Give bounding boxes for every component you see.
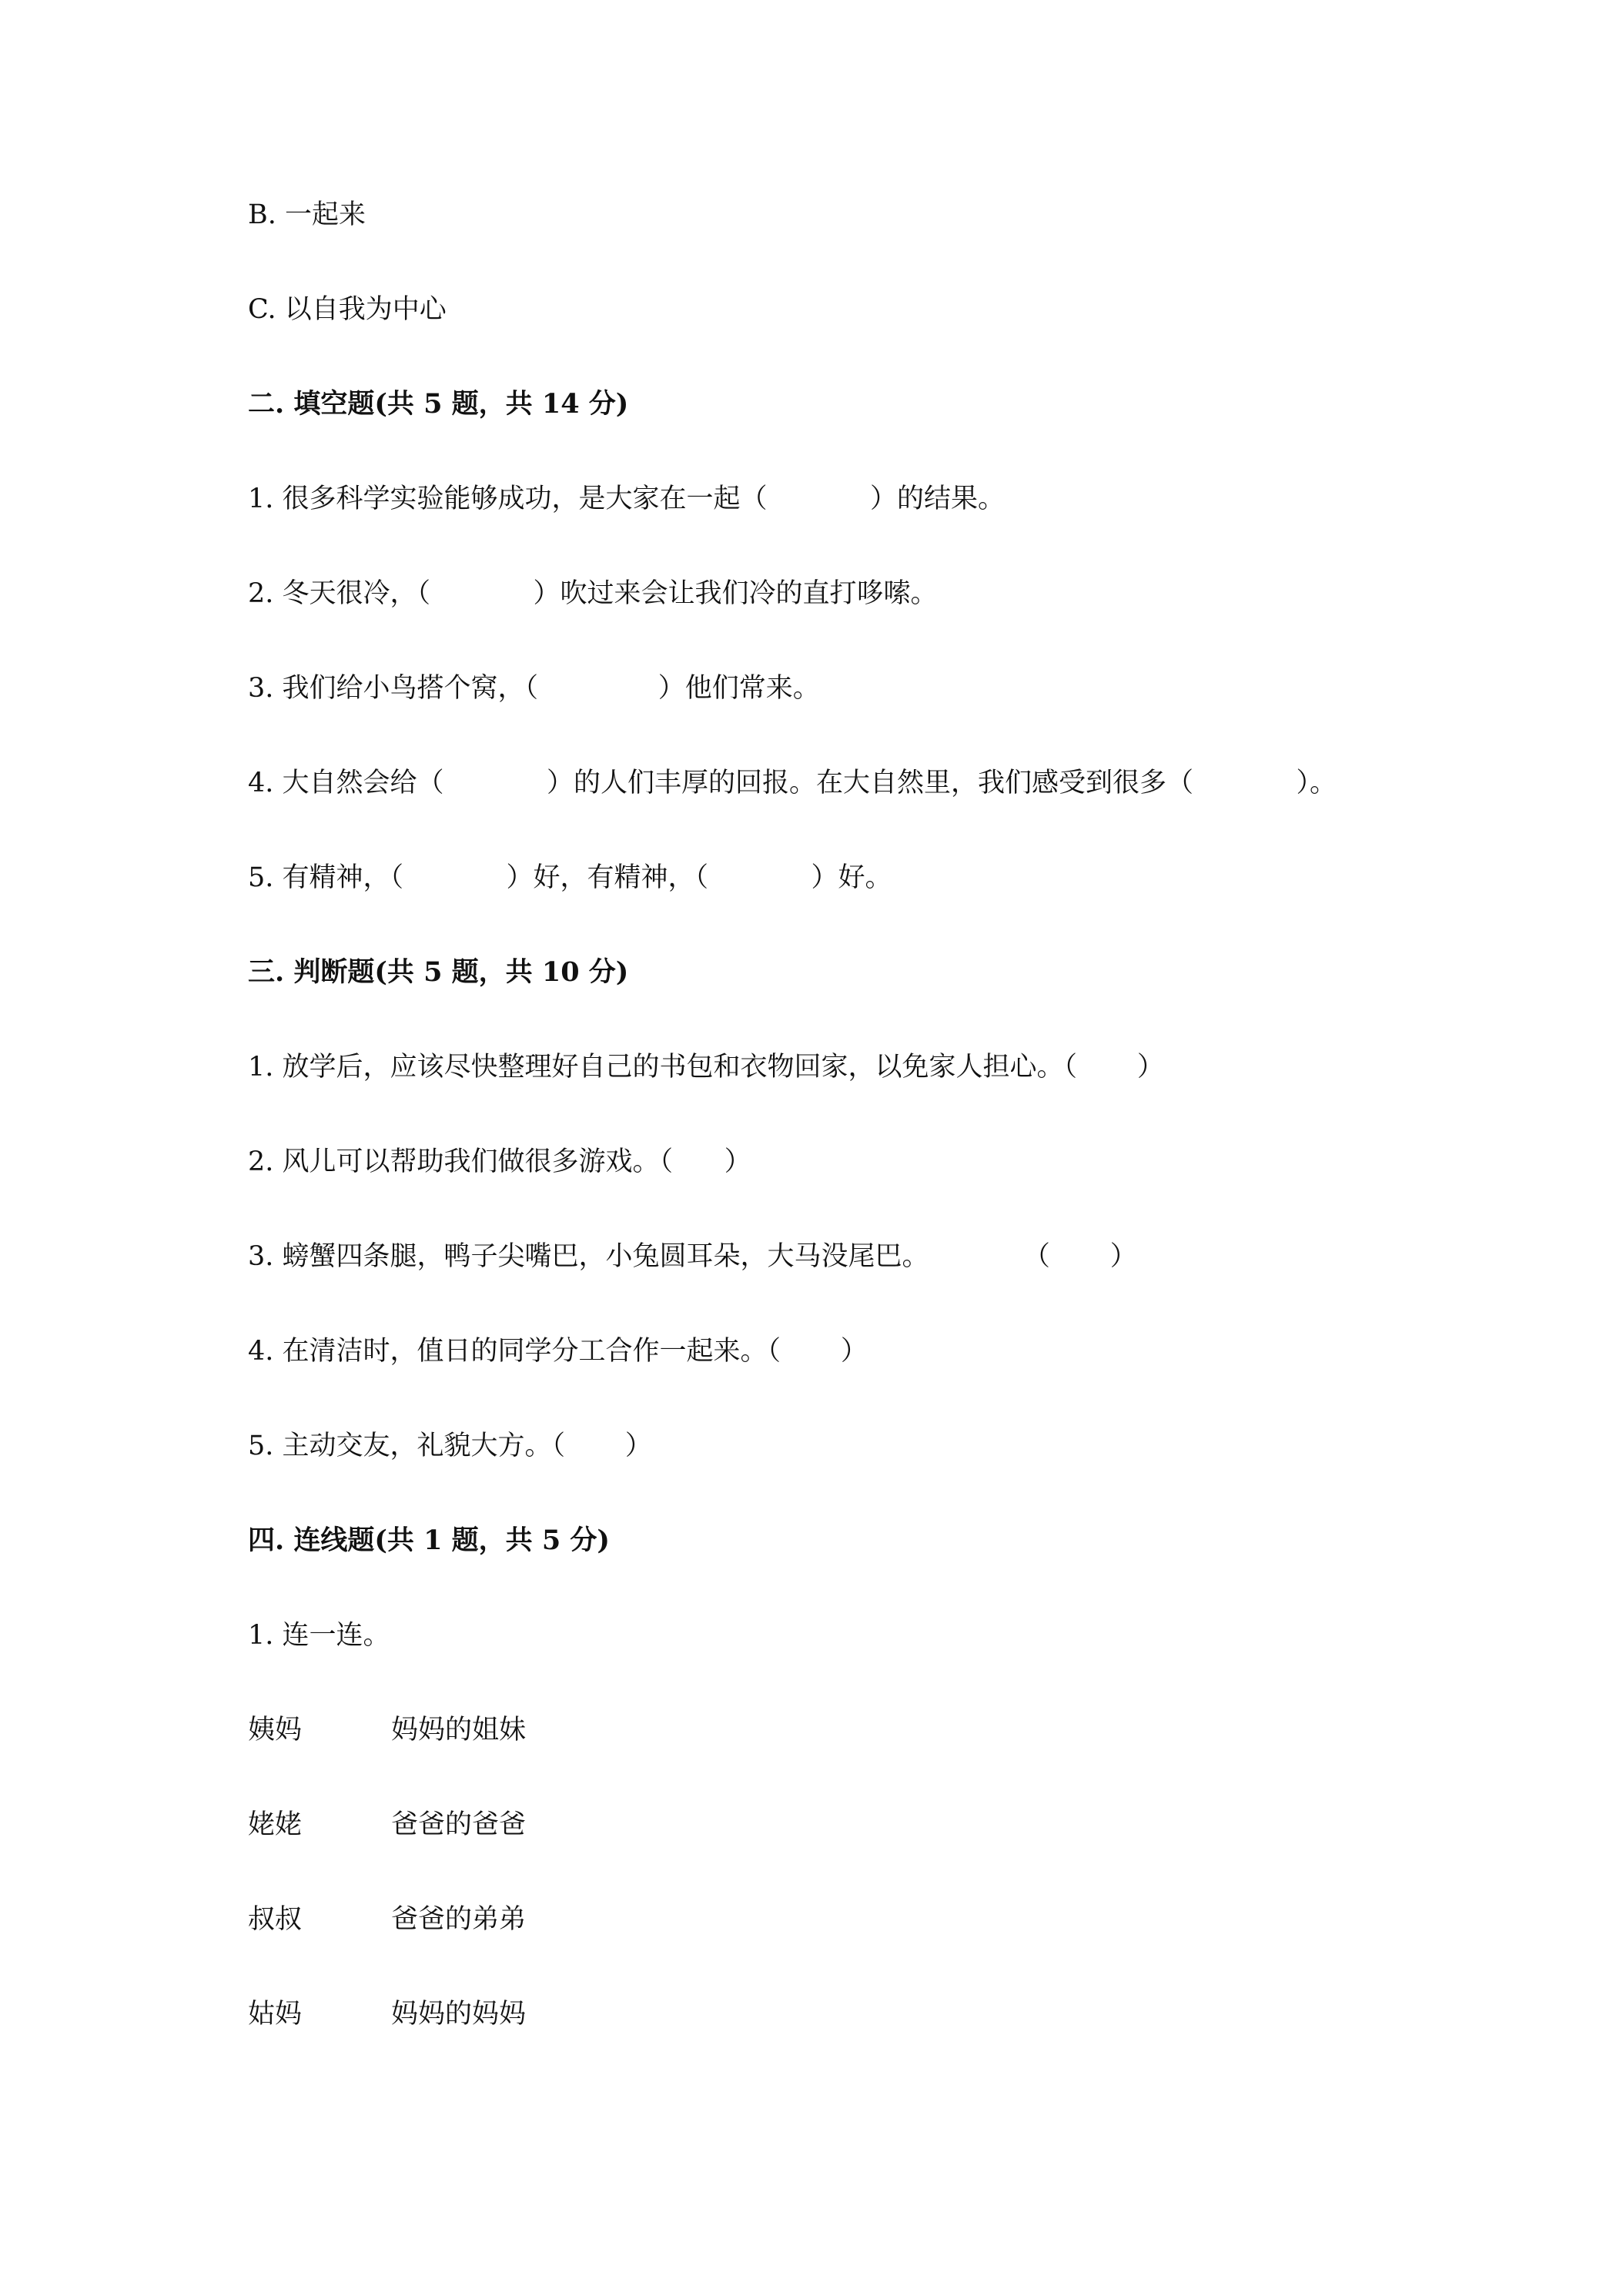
- match-left-item: 姥姥: [248, 1809, 303, 1840]
- option-c: C. 以自我为中心: [248, 294, 447, 325]
- match-left-item: 姑妈: [248, 1999, 303, 2030]
- match-left-item: 姨妈: [248, 1715, 303, 1745]
- match-right-item: 妈妈的姐妹: [391, 1715, 527, 1745]
- match-right-item: 爸爸的弟弟: [391, 1904, 527, 1935]
- option-b: B. 一起来: [248, 199, 366, 230]
- section-heading-true-false: 三. 判断题(共 5 题，共 10 分): [248, 956, 629, 988]
- fill-blank-question-3: 3. 我们给小鸟搭个窝，（ ）他们常来。: [248, 673, 820, 704]
- true-false-question-5: 5. 主动交友，礼貌大方。（ ）: [248, 1431, 652, 1461]
- fill-blank-question-2: 2. 冬天很冷，（ ）吹过来会让我们冷的直打哆嗦。: [248, 578, 938, 609]
- matching-question-1: 1. 连一连。: [248, 1620, 390, 1651]
- match-left-item: 叔叔: [248, 1904, 303, 1935]
- true-false-question-1: 1. 放学后，应该尽快整理好自己的书包和衣物回家，以免家人担心。（ ）: [248, 1052, 1164, 1083]
- true-false-question-3: 3. 螃蟹四条腿，鸭子尖嘴巴，小兔圆耳朵，大马没尾巴。 （ ）: [248, 1241, 1137, 1272]
- match-right-item: 妈妈的妈妈: [391, 1999, 527, 2030]
- section-heading-fill-blank: 二. 填空题(共 5 题，共 14 分): [248, 388, 629, 420]
- fill-blank-question-1: 1. 很多科学实验能够成功，是大家在一起（ ）的结果。: [248, 484, 1006, 514]
- true-false-question-2: 2. 风儿可以帮助我们做很多游戏。（ ）: [248, 1146, 751, 1177]
- fill-blank-question-5: 5. 有精神，（ ）好，有精神，（ ）好。: [248, 862, 892, 893]
- true-false-question-4: 4. 在清洁时，值日的同学分工合作一起来。（ ）: [248, 1336, 868, 1367]
- section-heading-matching: 四. 连线题(共 1 题，共 5 分): [248, 1525, 610, 1556]
- match-right-item: 爸爸的爸爸: [391, 1809, 527, 1840]
- fill-blank-question-4: 4. 大自然会给（ ）的人们丰厚的回报。在大自然里，我们感受到很多（ ）。: [248, 768, 1337, 798]
